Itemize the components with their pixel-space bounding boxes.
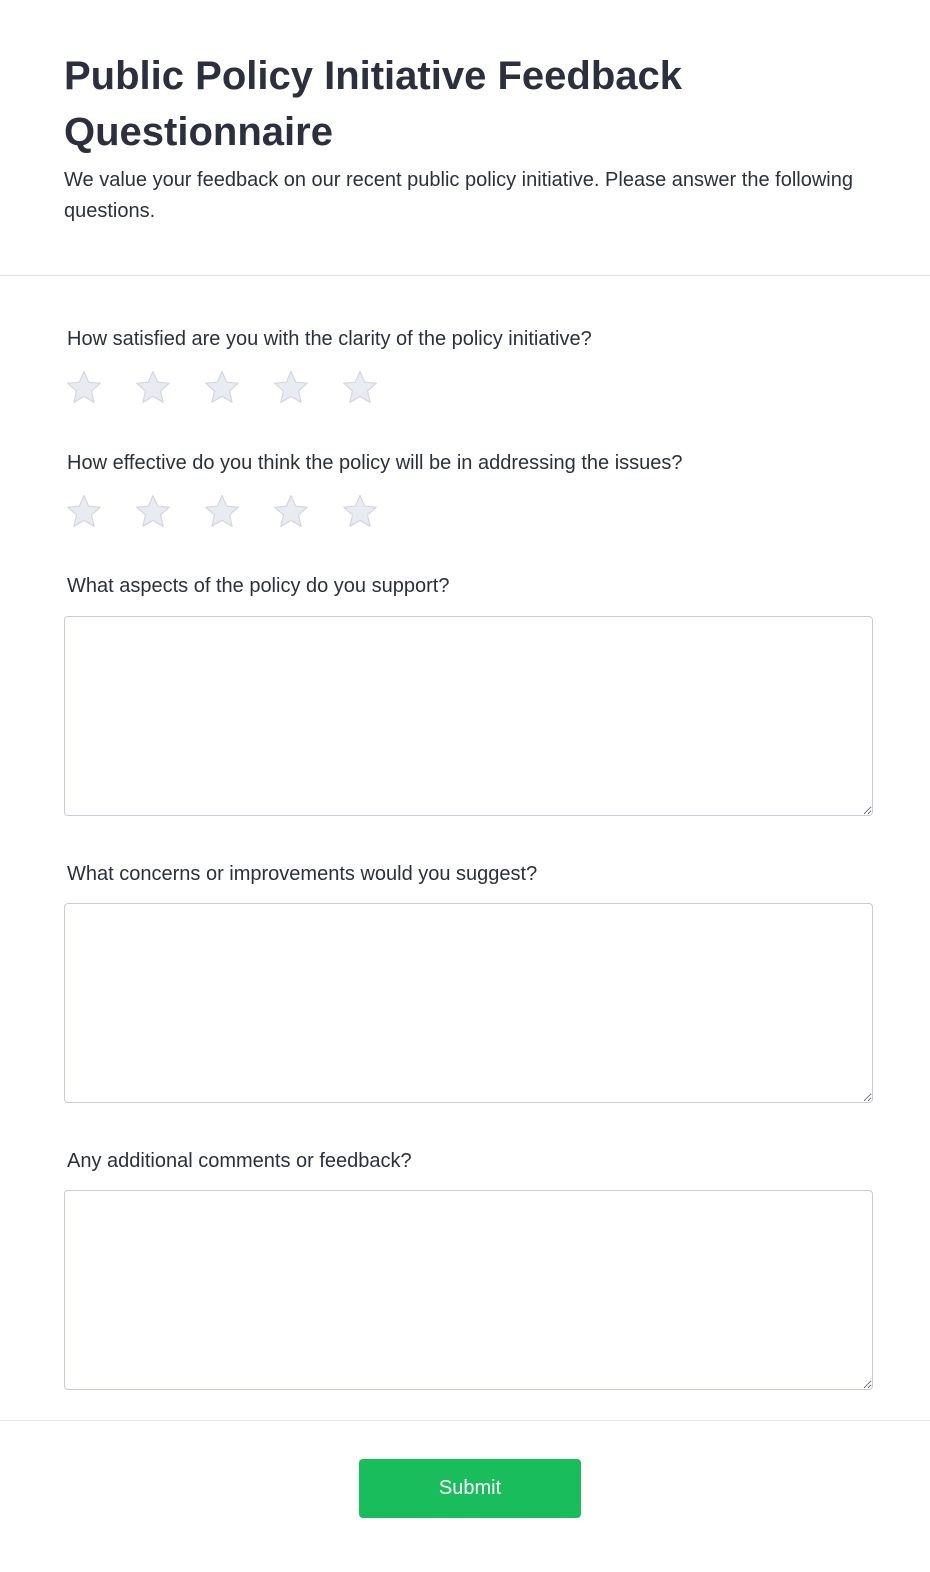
star-icon[interactable] [271, 492, 311, 532]
footer-divider [0, 1420, 930, 1421]
star-icon[interactable] [133, 492, 173, 532]
star-icon[interactable] [64, 492, 104, 532]
page-title: Public Policy Initiative Feedback Questionnaire [64, 54, 682, 154]
submit-button[interactable]: Submit [359, 1459, 581, 1518]
star-icon[interactable] [64, 368, 104, 408]
question-3-label: What aspects of the policy do you support? [67, 575, 450, 597]
concerns-textarea[interactable] [64, 903, 873, 1103]
star-icon[interactable] [340, 492, 380, 532]
star-icon[interactable] [202, 492, 242, 532]
star-icon[interactable] [133, 368, 173, 408]
form-header [0, 0, 930, 276]
support-aspects-textarea[interactable] [64, 616, 873, 816]
star-icon[interactable] [271, 368, 311, 408]
page-subtitle: We value your feedback on our recent public policy initiative. Please answer the following questions. [64, 169, 853, 222]
star-icon[interactable] [202, 368, 242, 408]
question-1-rating [64, 368, 409, 408]
question-2-label: How effective do you think the policy will be in addressing the issues? [67, 452, 683, 474]
question-2-rating [64, 492, 409, 532]
additional-comments-textarea[interactable] [64, 1190, 873, 1390]
question-5-label: Any additional comments or feedback? [67, 1150, 412, 1172]
question-1-label: How satisfied are you with the clarity of the policy initiative? [67, 328, 592, 350]
question-4-label: What concerns or improvements would you suggest? [67, 863, 538, 885]
star-icon[interactable] [340, 368, 380, 408]
